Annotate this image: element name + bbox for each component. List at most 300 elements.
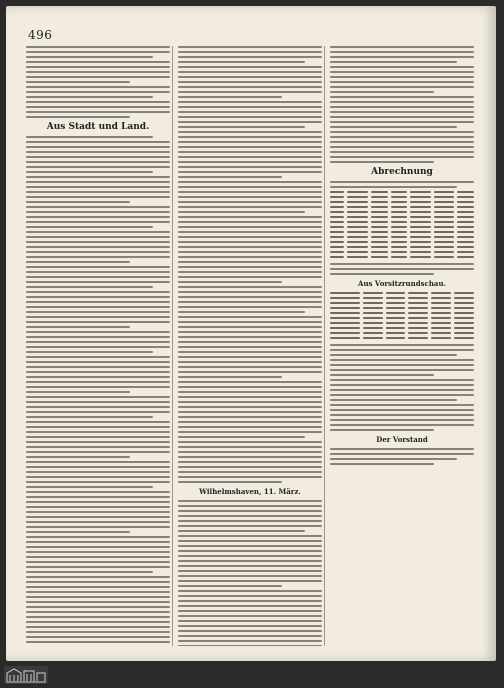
text-line <box>26 391 130 393</box>
text-line <box>178 221 322 223</box>
section-heading: Der Vorstand <box>376 435 428 444</box>
text-line <box>26 471 170 473</box>
text-line <box>178 401 322 403</box>
text-line <box>178 121 322 123</box>
text-line <box>26 371 170 373</box>
text-line <box>178 56 322 58</box>
text-line <box>178 216 322 218</box>
table-cell <box>347 201 368 203</box>
table-cell <box>386 302 406 304</box>
table-cell <box>386 337 406 339</box>
table-cell <box>457 231 474 233</box>
table-cell <box>457 241 474 243</box>
table-cell <box>363 297 383 299</box>
text-line <box>26 346 170 348</box>
table-cell <box>347 236 368 238</box>
text-line <box>178 141 322 143</box>
text-line <box>26 101 170 103</box>
table-cell <box>431 332 451 334</box>
table-cell <box>391 211 407 213</box>
page-number: 496 <box>28 28 53 42</box>
text-line <box>26 206 170 208</box>
table-cell <box>386 307 406 309</box>
text-line <box>178 635 322 637</box>
text-line <box>26 506 170 508</box>
table-row <box>330 246 474 248</box>
table-cell <box>410 211 431 213</box>
table-row <box>330 292 474 294</box>
text-line <box>178 256 322 258</box>
table-cell <box>363 337 383 339</box>
text-line <box>26 71 170 73</box>
text-line <box>178 96 282 98</box>
table-cell <box>408 302 428 304</box>
table-cell <box>457 221 474 223</box>
text-line <box>178 446 322 448</box>
text-line <box>178 276 322 278</box>
table-cell <box>330 322 360 324</box>
text-line <box>26 501 170 503</box>
text-line <box>178 356 322 358</box>
text-line <box>26 66 170 68</box>
text-line <box>26 311 170 313</box>
text-line <box>178 441 322 443</box>
text-line <box>178 211 305 213</box>
table-cell <box>386 317 406 319</box>
text-line <box>330 101 474 103</box>
table-cell <box>408 307 428 309</box>
text-line <box>178 131 322 133</box>
table-cell <box>457 226 474 228</box>
text-line <box>330 414 474 416</box>
text-line <box>330 359 474 361</box>
section-heading: Abrechnung <box>371 167 433 177</box>
text-line <box>330 86 474 88</box>
table-cell <box>330 201 344 203</box>
library-logo-icon <box>4 666 48 684</box>
table-cell <box>410 246 431 248</box>
table-cell <box>386 312 406 314</box>
text-line <box>26 106 170 108</box>
text-line <box>178 461 322 463</box>
text-line <box>178 181 322 183</box>
table-cell <box>410 191 431 193</box>
text-line <box>178 261 322 263</box>
text-line <box>26 511 170 513</box>
text-line <box>178 515 322 517</box>
table-cell <box>363 292 383 294</box>
text-line <box>26 271 170 273</box>
text-line <box>178 426 322 428</box>
text-line <box>330 146 474 148</box>
text-line <box>26 196 170 198</box>
table-cell <box>434 221 453 223</box>
text-line <box>26 356 170 358</box>
text-line <box>26 636 170 638</box>
text-line <box>26 261 130 263</box>
table-cell <box>454 332 474 334</box>
text-line <box>178 645 322 646</box>
text-line <box>178 500 322 502</box>
text-line <box>330 121 474 123</box>
text-line <box>26 241 170 243</box>
data-table <box>330 292 474 339</box>
table-row <box>330 312 474 314</box>
table-cell <box>330 312 360 314</box>
text-line <box>26 231 170 233</box>
table-cell <box>330 292 360 294</box>
table-cell <box>391 201 407 203</box>
table-cell <box>330 251 344 253</box>
text-line <box>178 351 322 353</box>
text-line <box>26 61 170 63</box>
text-line <box>26 421 170 423</box>
text-line <box>26 381 170 383</box>
table-cell <box>371 251 388 253</box>
text-line <box>26 51 170 53</box>
text-line <box>26 376 170 378</box>
table-cell <box>408 337 428 339</box>
text-line <box>26 566 170 568</box>
table-cell <box>386 332 406 334</box>
text-line <box>178 101 322 103</box>
text-line <box>178 331 322 333</box>
text-line <box>330 161 434 163</box>
text-line <box>26 561 170 563</box>
text-line <box>26 591 170 593</box>
table-row <box>330 201 474 203</box>
text-line <box>26 161 170 163</box>
text-line <box>26 191 170 193</box>
table-cell <box>330 231 344 233</box>
text-line <box>26 441 170 443</box>
table-cell <box>371 236 388 238</box>
table-row <box>330 191 474 193</box>
text-line <box>26 601 170 603</box>
text-line <box>330 409 474 411</box>
table-cell <box>371 201 388 203</box>
table-cell <box>347 196 368 198</box>
text-line <box>178 361 322 363</box>
text-line <box>178 311 305 313</box>
text-line <box>26 456 130 458</box>
table-cell <box>408 312 428 314</box>
text-line <box>330 186 457 188</box>
table-cell <box>410 206 431 208</box>
text-line <box>26 151 170 153</box>
text-line <box>178 570 322 572</box>
table-cell <box>330 211 344 213</box>
table-cell <box>386 297 406 299</box>
text-line <box>26 541 170 543</box>
text-line <box>26 426 170 428</box>
text-line <box>26 596 170 598</box>
table-row <box>330 241 474 243</box>
text-line <box>26 361 170 363</box>
text-line <box>330 126 457 128</box>
text-line <box>330 458 457 460</box>
text-line <box>178 530 305 532</box>
text-line <box>26 481 170 483</box>
text-line <box>178 555 322 557</box>
table-cell <box>347 211 368 213</box>
text-line <box>178 615 322 617</box>
table-cell <box>371 216 388 218</box>
text-line <box>178 46 322 48</box>
text-line <box>330 51 474 53</box>
text-line <box>330 384 474 386</box>
table-row <box>330 297 474 299</box>
table-cell <box>330 297 360 299</box>
table-cell <box>371 256 388 258</box>
table-cell <box>330 307 360 309</box>
text-line <box>178 146 322 148</box>
text-line <box>178 431 322 433</box>
text-line <box>178 246 322 248</box>
text-line <box>178 560 322 562</box>
table-cell <box>391 221 407 223</box>
text-line <box>26 521 170 523</box>
text-line <box>26 491 170 493</box>
text-column-2 <box>178 46 322 646</box>
table-row <box>330 221 474 223</box>
text-line <box>178 421 322 423</box>
table-cell <box>330 221 344 223</box>
table-cell <box>457 191 474 193</box>
column-divider <box>324 46 325 646</box>
text-line <box>26 411 170 413</box>
table-cell <box>408 332 428 334</box>
text-line <box>178 600 322 602</box>
text-line <box>26 76 170 78</box>
table-cell <box>347 191 368 193</box>
table-cell <box>371 191 388 193</box>
table-row <box>330 332 474 334</box>
text-line <box>26 341 170 343</box>
section-heading: Wilhelmshaven, 11. März. <box>199 487 301 496</box>
table-cell <box>330 246 344 248</box>
table-cell <box>457 236 474 238</box>
text-line <box>26 606 170 608</box>
text-line <box>178 231 322 233</box>
text-line <box>330 404 474 406</box>
text-line <box>26 386 170 388</box>
text-line <box>178 296 322 298</box>
table-cell <box>434 196 453 198</box>
table-cell <box>347 206 368 208</box>
table-cell <box>408 322 428 324</box>
data-table <box>330 191 474 258</box>
table-row <box>330 302 474 304</box>
table-cell <box>386 292 406 294</box>
table-cell <box>410 241 431 243</box>
table-cell <box>431 292 451 294</box>
text-line <box>330 369 474 371</box>
table-cell <box>408 327 428 329</box>
text-line <box>178 281 282 283</box>
text-line <box>26 86 170 88</box>
text-line <box>26 576 170 578</box>
text-line <box>26 286 153 288</box>
text-line <box>178 176 282 178</box>
table-cell <box>434 191 453 193</box>
text-line <box>178 226 322 228</box>
text-line <box>178 406 322 408</box>
table-cell <box>410 236 431 238</box>
table-cell <box>347 231 368 233</box>
table-cell <box>363 317 383 319</box>
text-line <box>178 575 322 577</box>
text-line <box>178 116 322 118</box>
text-line <box>26 536 170 538</box>
text-line <box>26 181 170 183</box>
text-line <box>330 46 474 48</box>
table-cell <box>386 327 406 329</box>
text-line <box>330 66 474 68</box>
text-line <box>330 453 474 455</box>
table-row <box>330 236 474 238</box>
text-line <box>330 136 474 138</box>
text-line <box>26 466 170 468</box>
table-cell <box>454 317 474 319</box>
table-cell <box>347 241 368 243</box>
text-line <box>330 263 474 265</box>
text-line <box>26 556 170 558</box>
text-line <box>178 456 322 458</box>
table-cell <box>363 312 383 314</box>
text-line <box>26 496 170 498</box>
text-line <box>26 586 170 588</box>
text-line <box>178 76 322 78</box>
text-line <box>26 211 170 213</box>
text-line <box>178 236 322 238</box>
text-line <box>330 374 434 376</box>
text-line <box>178 540 322 542</box>
table-cell <box>431 337 451 339</box>
table-cell <box>386 322 406 324</box>
text-line <box>26 141 170 143</box>
table-cell <box>408 297 428 299</box>
table-cell <box>434 236 453 238</box>
text-line <box>330 106 474 108</box>
text-column-1 <box>26 46 170 646</box>
text-line <box>26 46 170 48</box>
table-cell <box>330 337 360 339</box>
text-line <box>330 268 474 270</box>
text-line <box>178 171 322 173</box>
text-line <box>26 306 170 308</box>
table-row <box>330 322 474 324</box>
text-line <box>26 256 170 258</box>
text-line <box>178 341 322 343</box>
table-cell <box>330 191 344 193</box>
text-line <box>178 336 322 338</box>
text-line <box>178 61 305 63</box>
text-line <box>178 126 305 128</box>
table-cell <box>431 297 451 299</box>
table-cell <box>434 231 453 233</box>
text-line <box>26 331 170 333</box>
text-line <box>26 266 170 268</box>
text-line <box>178 610 322 612</box>
table-cell <box>371 206 388 208</box>
text-line <box>26 546 170 548</box>
table-cell <box>454 302 474 304</box>
table-cell <box>391 256 407 258</box>
text-line <box>330 424 474 426</box>
text-line <box>26 351 153 353</box>
text-line <box>26 291 170 293</box>
table-cell <box>391 191 407 193</box>
text-line <box>178 201 322 203</box>
table-cell <box>363 302 383 304</box>
table-row <box>330 327 474 329</box>
table-cell <box>391 226 407 228</box>
text-line <box>26 186 170 188</box>
table-cell <box>330 317 360 319</box>
text-line <box>178 640 322 642</box>
text-line <box>26 571 153 573</box>
table-cell <box>391 216 407 218</box>
table-cell <box>371 246 388 248</box>
text-line <box>330 273 434 275</box>
text-line <box>330 344 474 346</box>
viewer-bottom-bar <box>0 664 504 688</box>
table-row <box>330 251 474 253</box>
text-line <box>26 581 170 583</box>
text-line <box>26 451 170 453</box>
table-cell <box>330 302 360 304</box>
text-line <box>178 510 322 512</box>
table-cell <box>410 216 431 218</box>
table-cell <box>454 327 474 329</box>
text-line <box>178 535 322 537</box>
text-line <box>26 251 170 253</box>
text-line <box>178 161 322 163</box>
table-cell <box>330 332 360 334</box>
table-cell <box>457 256 474 258</box>
table-cell <box>434 251 453 253</box>
text-line <box>178 436 305 438</box>
table-cell <box>431 322 451 324</box>
table-cell <box>391 251 407 253</box>
text-line <box>330 96 474 98</box>
text-line <box>330 81 474 83</box>
text-line <box>26 171 153 173</box>
text-line <box>178 66 322 68</box>
text-line <box>178 51 322 53</box>
text-line <box>178 301 322 303</box>
text-line <box>26 476 170 478</box>
table-cell <box>347 226 368 228</box>
text-line <box>178 111 322 113</box>
text-line <box>178 580 322 582</box>
table-cell <box>454 297 474 299</box>
text-line <box>330 56 474 58</box>
text-line <box>178 605 322 607</box>
text-line <box>26 616 170 618</box>
table-cell <box>434 206 453 208</box>
table-cell <box>330 196 344 198</box>
text-line <box>178 476 322 478</box>
table-cell <box>410 201 431 203</box>
text-line <box>178 321 322 323</box>
table-row <box>330 317 474 319</box>
text-line <box>178 411 322 413</box>
text-line <box>178 326 322 328</box>
table-cell <box>391 231 407 233</box>
newspaper-page <box>6 6 496 661</box>
